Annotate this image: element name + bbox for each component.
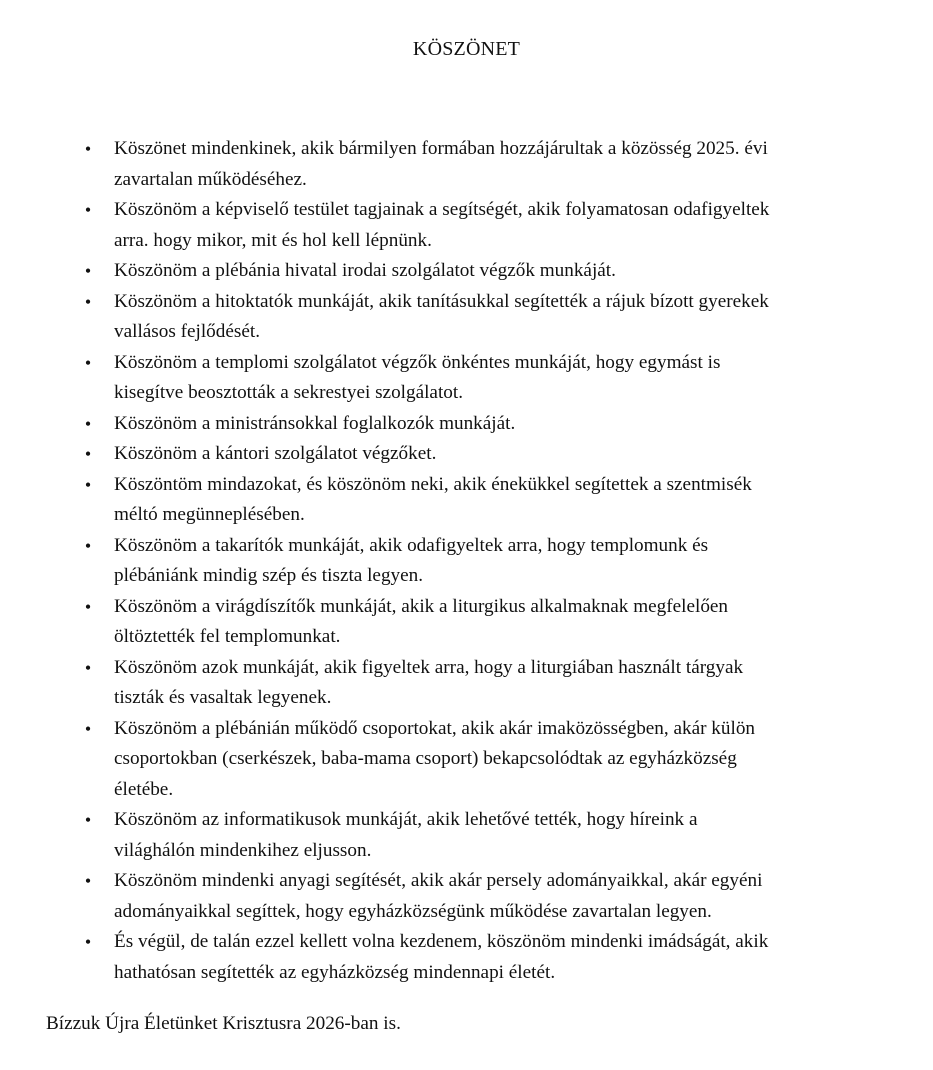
list-item-line: méltó megünneplésében. <box>114 504 305 525</box>
list-item-line: Köszönöm a hitoktatók munkáját, akik tanításukkal segítették a rájuk bízott gyerekek <box>114 290 769 312</box>
list-item <box>0 195 933 256</box>
bullet-icon: • <box>84 413 92 434</box>
bullet-icon: • <box>84 932 92 952</box>
list-item <box>0 256 933 287</box>
thanks-list <box>0 134 933 988</box>
list-item-line: plébániánk mindig szép és tiszta legyen. <box>114 565 424 586</box>
list-item-line: Köszönöm az informatikusok munkáját, akik lehetővé tették, hogy híreink a <box>114 809 698 830</box>
list-item-line: Köszönöm a képviselő testület tagjainak a segítségét, akik folyamatosan odafigyeltek <box>114 199 770 220</box>
list-item-line: Köszönöm a takarítók munkáját, akik odafigyeltek arra, hogy templomunk és <box>114 534 709 556</box>
bullet-icon: • <box>84 352 92 373</box>
list-item <box>0 592 933 653</box>
list-item <box>0 134 933 195</box>
closing-sentence: Bízzuk Újra Életünket Krisztusra 2026-ban is. <box>46 1013 401 1034</box>
list-item <box>0 439 933 470</box>
list-item-line: Köszöntöm mindazokat, és köszönöm neki, akik énekükkel segítettek a szentmisék <box>114 473 752 495</box>
list-item-line: Köszönöm a plébánián működő csoportokat, akik akár imaközösségben, akár külön <box>114 717 756 739</box>
bullet-icon: • <box>84 261 92 281</box>
bullet-icon: • <box>84 444 92 464</box>
list-item-line: kisegítve beosztották a sekrestyei szolgálatot. <box>114 382 464 403</box>
list-item <box>0 927 933 988</box>
list-item <box>0 653 933 714</box>
bullet-icon: • <box>84 139 92 159</box>
bullet-icon: • <box>84 871 92 891</box>
list-item-line: arra. hogy mikor, mit és hol kell lépnünk. <box>114 229 432 251</box>
list-item-line: Köszönöm a templomi szolgálatot végzők önkéntes munkáját, hogy egymást is <box>114 351 721 373</box>
list-item <box>0 714 933 806</box>
list-item-line: vallásos fejlődését. <box>114 321 260 342</box>
list-item-line: Köszönöm mindenki anyagi segítését, akik akár persely adományaikkal, akár egyéni <box>114 870 763 891</box>
list-item-line: Köszönöm a ministránsokkal foglalkozók munkáját. <box>114 412 516 434</box>
list-item-line: Köszönöm a virágdíszítők munkáját, akik a liturgikus alkalmaknak megfelelően <box>114 595 729 617</box>
list-item <box>0 470 933 531</box>
list-item <box>0 348 933 409</box>
list-item <box>0 287 933 348</box>
list-item-line: tiszták és vasaltak legyenek. <box>114 687 332 708</box>
list-item-line: csoportokban (cserkészek, baba-mama csoport) bekapcsolódtak az egyházközség <box>114 748 737 769</box>
bullet-icon: • <box>84 657 92 678</box>
bullet-icon: • <box>84 810 92 830</box>
list-item <box>0 409 933 440</box>
bullet-icon: • <box>84 596 92 617</box>
list-item-line: adományaikkal segíttek, hogy egyházközségünk működése zavartalan legyen. <box>114 900 712 922</box>
document-title: KÖSZÖNET <box>412 38 521 60</box>
list-item-line: hathatósan segítették az egyházközség mindennapi életét. <box>114 961 556 983</box>
list-item-line: életébe. <box>114 778 174 800</box>
bullet-icon: • <box>84 718 92 739</box>
list-item-line: zavartalan működéséhez. <box>114 168 307 190</box>
bullet-icon: • <box>84 474 92 495</box>
bullet-icon: • <box>84 291 92 312</box>
bullet-icon: • <box>84 535 92 556</box>
list-item <box>0 531 933 592</box>
list-item-line: Köszönöm azok munkáját, akik figyeltek arra, hogy a liturgiában használt tárgyak <box>114 656 744 678</box>
list-item <box>0 805 933 866</box>
list-item-line: Köszönöm a plébánia hivatal irodai szolgálatot végzők munkáját. <box>114 260 616 281</box>
list-item-line: világhálón mindenkihez eljusson. <box>114 839 372 861</box>
list-item <box>0 866 933 927</box>
list-item-line: Köszönöm a kántori szolgálatot végzőket. <box>114 443 437 464</box>
list-item-line: öltöztették fel templomunkat. <box>114 626 341 647</box>
bullet-icon: • <box>84 200 92 220</box>
list-item-line: És végül, de talán ezzel kellett volna kezdenem, köszönöm mindenki imádságát, akik <box>114 931 769 952</box>
list-item-line: Köszönet mindenkinek, akik bármilyen formában hozzájárultak a közösség 2025. évi <box>114 138 768 159</box>
